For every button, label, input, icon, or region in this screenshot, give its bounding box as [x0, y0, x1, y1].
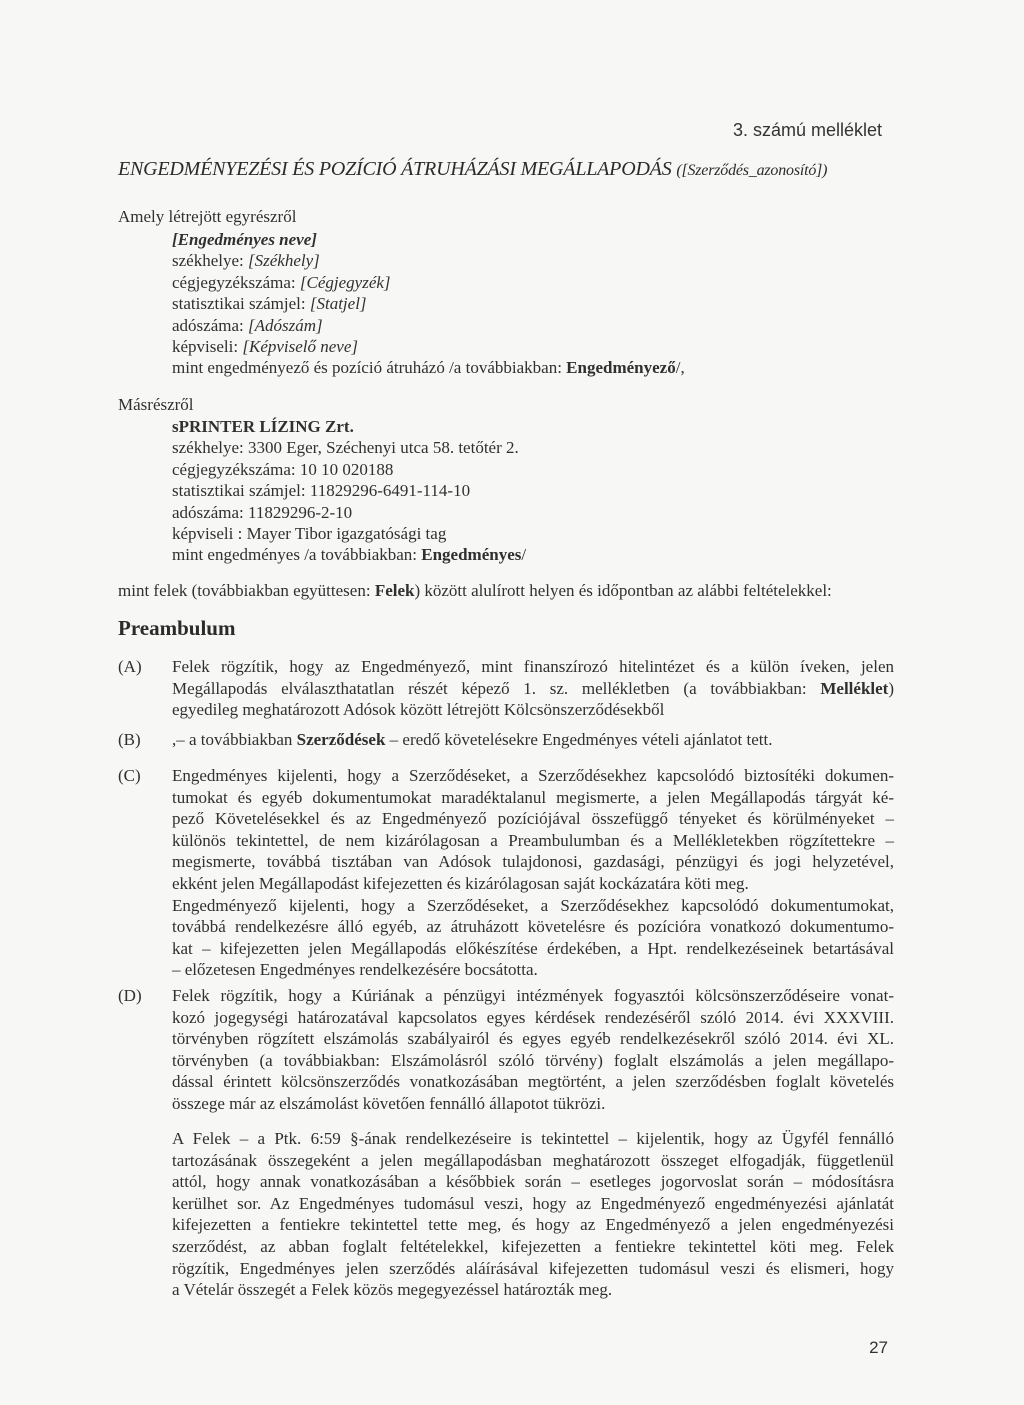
party2-seat: székhelye: 3300 Eger, Széchenyi utca 58. tetőtér 2. — [172, 438, 519, 458]
party2-intro: Másrészről — [118, 395, 194, 414]
title-main: ENGEDMÉNYEZÉSI ÉS POZÍCIÓ ÁTRUHÁZÁSI MEGÁLLAPODÁS — [118, 158, 672, 180]
party1-seat: székhelye: [Székhely] — [172, 251, 320, 271]
party2-representative: képviseli : Mayer Tibor igazgatósági tag — [172, 524, 447, 544]
preamble-heading: Preambulum — [118, 616, 236, 640]
page-number: 27 — [869, 1338, 888, 1357]
party1-role: mint engedményező és pozíció átruházó /a továbbiakban: Engedményező/, — [172, 358, 685, 378]
ptk-paragraph: A Felek – a Ptk. 6:59 §-ának rendelkezéseire is tekintettel – kijelentik, hogy az Ügyfél fennálló tartozásának összegeként a jelen megállapodásban meghatározott összeget elfogadják, függetlenül attól, hogy annak vonatkozásában a későbbiek során – esetleges jogorvoslat során – módosításra kerülhet sor. Az Engedményes tudomásul veszi, hogy az Engedményező engedményezési ajánlatát kifejezetten a fentiekre tekintettel tette meg, és hogy az Engedményező a jelen engedményezési szerződést, az abban foglalt feltételekkel, kifejezetten a fentiekre tekintettel köti meg. Felek rögzítik, Engedményes jelen szerződés aláírásával kifejezetten tudomásul veszi és elismeri, hogy a Vételár összegét a Felek közös megegyezéssel határozták meg. — [172, 1129, 894, 1300]
party1-tax-number: adószáma: [Adószám] — [172, 315, 323, 335]
item-b-text: ,– a továbbiakban Szerződések – eredő követelésekre Engedményes vételi ajánlatot tett. — [172, 730, 773, 749]
party2-name: sPRINTER LÍZING Zrt. — [172, 417, 354, 436]
party1-block — [172, 229, 685, 379]
parties-line: mint felek (továbbiakban együttesen: Felek) között alulírott helyen és időpontban az alábbi feltételekkel: — [118, 581, 832, 600]
item-d-text: Felek rögzítik, hogy a Kúriának a pénzügyi intézmények fogyasztói kölcsönszerződéseire vonat- kozó jogegységi határozatával kapcsolatos egyes kérdések rendezéséről szóló 2014. évi XXXVIII. törvényben rögzített elszámolás szabályairól és egyes egyéb rendelkezésekről szóló 2014. évi XL. törvényben (a továbbiakban: Elszámolásról szóló törvény) foglalt elszámolás a jelen megállapo- dással érintett kölcsönszerződés vonatkozásában megtörtént, a jelen szerződésben foglalt követelés összege már az elszámolást követően fennálló állapotot tükrözi. — [172, 986, 894, 1113]
item-b-label: (B) — [118, 730, 141, 749]
party2-tax-number: adószáma: 11829296-2-10 — [172, 502, 353, 522]
party2-role: mint engedményes /a továbbiakban: Engedményes/ — [172, 545, 527, 565]
party1-name: [Engedményes neve] — [172, 230, 317, 249]
party1-registration: cégjegyzékszáma: [Cégjegyzék] — [172, 272, 391, 292]
party1-representative: képviseli: [Képviselő neve] — [172, 337, 359, 357]
item-c-text: Engedményes kijelenti, hogy a Szerződéseket, a Szerződésekhez kapcsolódó biztosítéki dokumen- tumokat és egyéb dokumentumokat maradéktalanul megismerte, a jelen Megállapodás tárgyát ké- pező Követelésekkel és az Engedményező pozíciójával összefüggő tényeket és körülményeket – különös tekintettel, de nem kizárólagosan a Preambulumban és a Mellékletekben rögzítettekre – megismerte, továbbá tisztában van Adósok tulajdonosi, gazdasági, pénzügyi és jogi helyzetével, ekként jelen Megállapodást kifejezetten és kizárólagosan saját kockázatára köti meg. Engedményező kijelenti, hogy a Szerződéseket, a Szerződésekhez kapcsolódó dokumentumokat, továbbá rendelkezésre álló egyéb, az átruházott követelésre és pozícióra vonatkozó dokumentumo- kat – kifejezetten jelen Megállapodás előkészítése érdekében, a Hpt. rendelkezéseinek betartásával – előzetesen Engedményes rendelkezésére bocsátotta. — [172, 766, 894, 980]
title-contract-id: ([Szerződés_azonosító]) — [676, 162, 828, 179]
item-a-text: Felek rögzítik, hogy az Engedményező, mint finanszírozó hitelintézet és a külön íveken, jelen Megállapodás elválaszthatatlan részét képező 1. sz. mellékletben (a továbbiakban: Melléklet) egyedileg meghatározott Adósok között létrejött Kölcsönszerződésekből — [172, 657, 894, 720]
party1-statistical-number: statisztikai számjel: [Statjel] — [172, 294, 367, 314]
item-d-label: (D) — [118, 986, 142, 1005]
item-c-label: (C) — [118, 766, 141, 785]
annex-label: 3. számú melléklet — [732, 120, 882, 140]
item-a-label: (A) — [118, 657, 142, 676]
document-title — [118, 158, 827, 181]
party2-block — [172, 416, 526, 566]
party1-intro: Amely létrejött egyrészről — [118, 207, 297, 226]
party2-statistical-number: statisztikai számjel: 11829296-6491-114-10 — [172, 481, 471, 501]
party2-registration: cégjegyzékszáma: 10 10 020188 — [172, 459, 394, 479]
